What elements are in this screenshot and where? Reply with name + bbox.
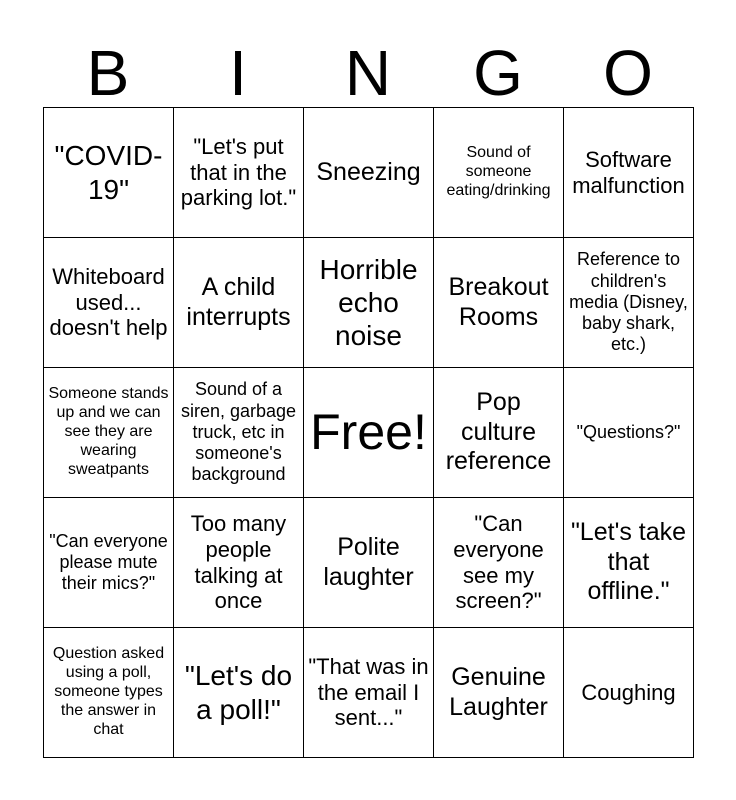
bingo-cell[interactable]: Sneezing xyxy=(304,108,434,238)
board-row xyxy=(44,108,694,238)
bingo-cell[interactable]: Polite laughter xyxy=(304,498,434,628)
bingo-cell[interactable]: Whiteboard used... doesn't help xyxy=(44,238,174,368)
bingo-cell[interactable]: "Let's take that offline." xyxy=(564,498,694,628)
bingo-cell[interactable]: Horrible echo noise xyxy=(304,238,434,368)
header-letter-n: N xyxy=(344,37,392,109)
bingo-cell[interactable]: Question asked using a poll, someone types the answer in chat xyxy=(44,628,174,758)
bingo-cell[interactable]: Breakout Rooms xyxy=(434,238,564,368)
bingo-cell[interactable]: Sound of someone eating/drinking xyxy=(434,108,564,238)
bingo-cell[interactable]: Someone stands up and we can see they are wearing sweatpants xyxy=(44,368,174,498)
bingo-cell[interactable]: Pop culture reference xyxy=(434,368,564,498)
bingo-cell[interactable]: Too many people talking at once xyxy=(174,498,304,628)
bingo-cell[interactable]: Coughing xyxy=(564,628,694,758)
bingo-cell[interactable]: Reference to children's media (Disney, baby shark, etc.) xyxy=(564,238,694,368)
bingo-cell[interactable]: "Can everyone see my screen?" xyxy=(434,498,564,628)
header-letter-i: I xyxy=(229,37,247,109)
bingo-cell[interactable]: "Let's put that in the parking lot." xyxy=(174,108,304,238)
board-row xyxy=(44,238,694,368)
bingo-board xyxy=(43,107,694,758)
bingo-cell[interactable]: "Questions?" xyxy=(564,368,694,498)
header-letter-g: G xyxy=(473,37,523,109)
header-letter-o: O xyxy=(603,37,653,109)
board-row xyxy=(44,498,694,628)
bingo-cell[interactable]: Sound of a siren, garbage truck, etc in someone's background xyxy=(174,368,304,498)
bingo-header xyxy=(43,38,693,108)
header-letter-b: B xyxy=(86,37,130,109)
bingo-cell[interactable]: "Can everyone please mute their mics?" xyxy=(44,498,174,628)
bingo-cell[interactable]: "Let's do a poll!" xyxy=(174,628,304,758)
bingo-cell[interactable]: Software malfunction xyxy=(564,108,694,238)
bingo-cell[interactable]: A child interrupts xyxy=(174,238,304,368)
board-row xyxy=(44,628,694,758)
free-space-cell[interactable]: Free! xyxy=(304,368,434,498)
bingo-cell[interactable]: Genuine Laughter xyxy=(434,628,564,758)
bingo-cell[interactable]: "COVID-19" xyxy=(44,108,174,238)
board-row xyxy=(44,368,694,498)
bingo-cell[interactable]: "That was in the email I sent..." xyxy=(304,628,434,758)
